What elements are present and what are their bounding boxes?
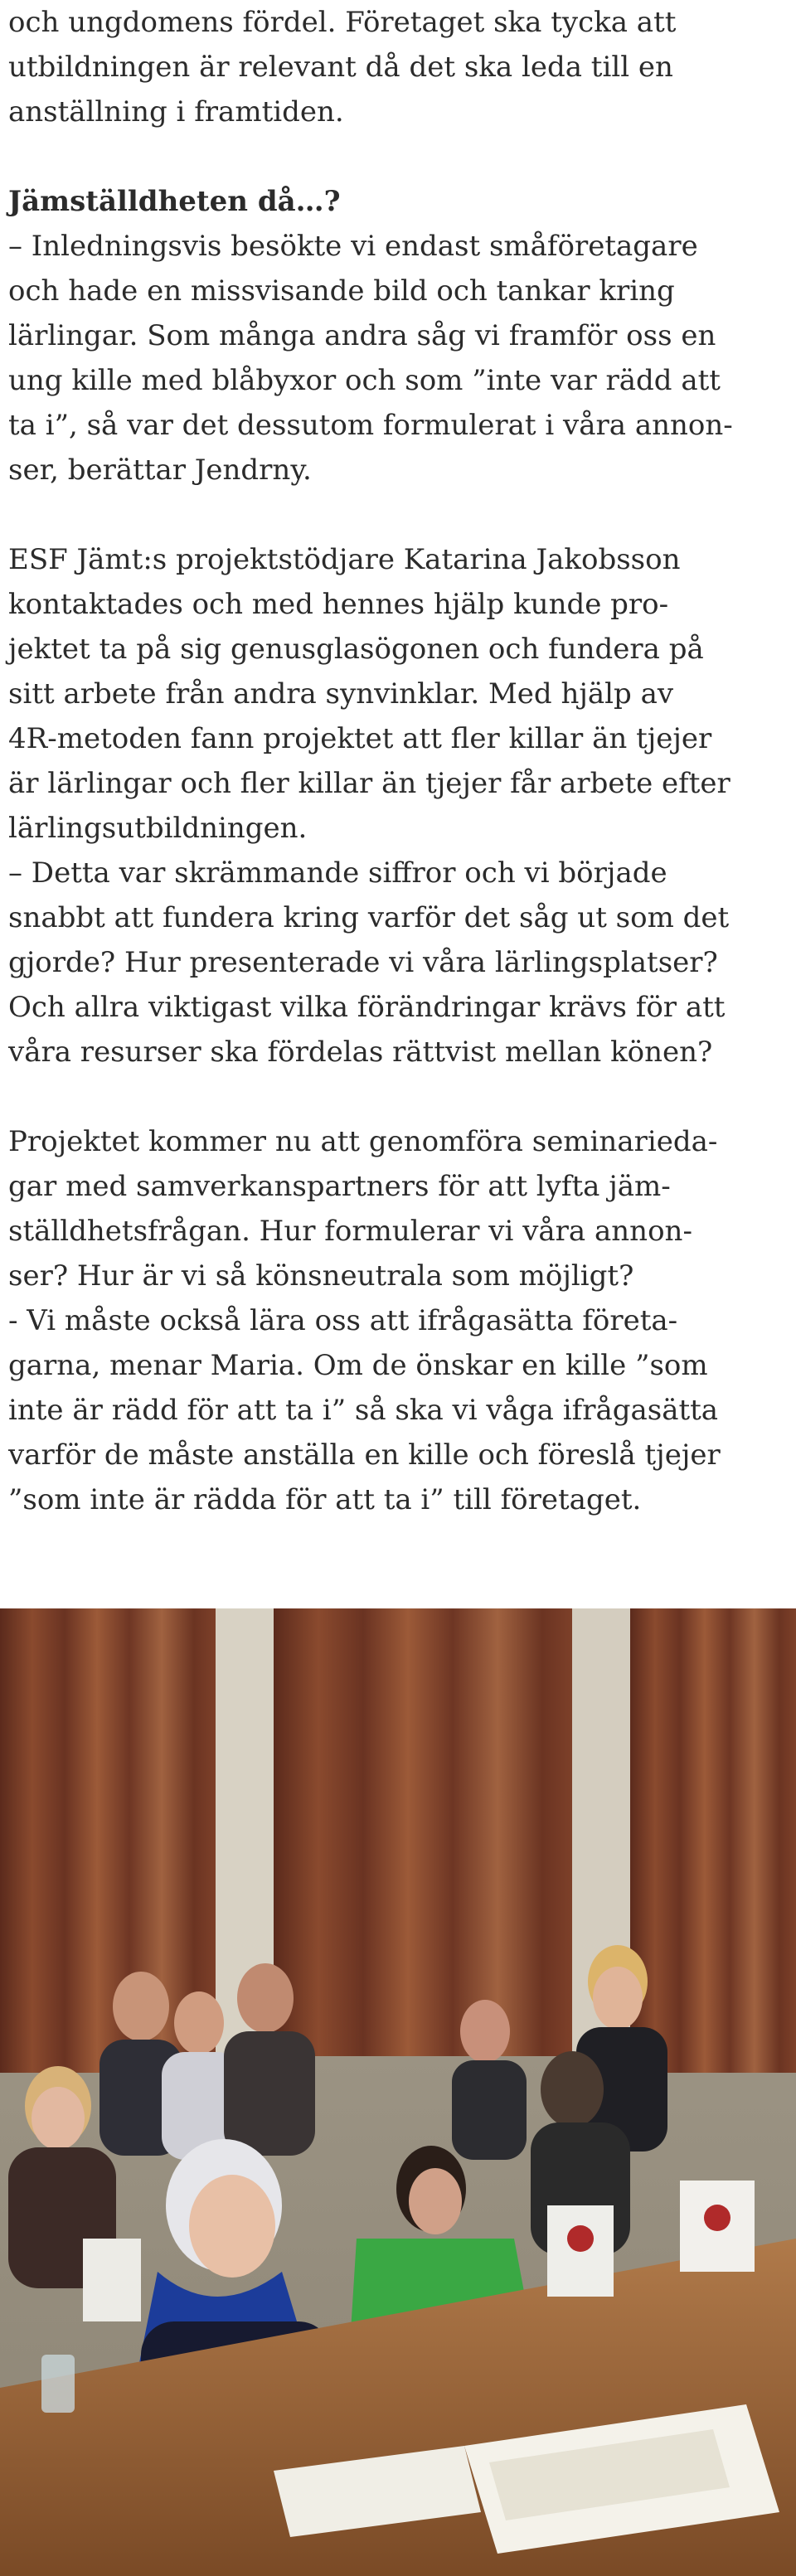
text-line: ta i”, så var det dessutom formulerat i våra annon- bbox=[8, 409, 733, 442]
paragraph-gap bbox=[8, 1075, 792, 1119]
text-line: sitt arbete från andra synvinklar. Med hjälp av bbox=[8, 677, 674, 711]
text-line: gjorde? Hur presenterade vi våra lärlingsplatser? bbox=[8, 946, 718, 979]
text-line: utbildningen är relevant då det ska leda till en bbox=[8, 51, 673, 84]
text-line: och ungdomens fördel. Företaget ska tycka att bbox=[8, 6, 677, 39]
text-line: ställdhetsfrågan. Hur formulerar vi våra annon- bbox=[8, 1215, 692, 1248]
paragraph-gap bbox=[8, 134, 792, 179]
paragraph-equality bbox=[8, 179, 792, 492]
text-line: kontaktades och med hennes hjälp kunde pro- bbox=[8, 588, 669, 621]
text-line: – Inledningsvis besökte vi endast småföretagare bbox=[8, 230, 698, 263]
text-line: gar med samverkanspartners för att lyfta jäm- bbox=[8, 1170, 671, 1203]
text-line: - Vi måste också lära oss att ifrågasätta företa- bbox=[8, 1304, 678, 1337]
text-line: varför de måste anställa en kille och föreslå tjejer bbox=[8, 1438, 721, 1472]
text-line: Och allra viktigast vilka förändringar krävs för att bbox=[8, 991, 726, 1024]
text-line: 4R-metoden fann projektet att fler killar än tjejer bbox=[8, 722, 712, 755]
paragraph-seminars bbox=[8, 1119, 792, 1522]
text-line: ser? Hur är vi så könsneutrala som möjligt? bbox=[8, 1259, 634, 1293]
text-line: ser, berättar Jendrny. bbox=[8, 454, 312, 487]
water-glass bbox=[41, 2355, 75, 2413]
text-line: våra resurser ska fördelas rättvist mellan könen? bbox=[8, 1036, 713, 1069]
text-line: ”som inte är rädda för att ta i” till företaget. bbox=[8, 1483, 642, 1516]
text-line: jektet ta på sig genusglasögonen och fundera på bbox=[8, 633, 704, 666]
curtain-center bbox=[274, 1608, 572, 2056]
seminar-photo bbox=[0, 1608, 796, 2576]
text-line: garna, menar Maria. Om de önskar en kille ”som bbox=[8, 1349, 708, 1382]
text-line: och hade en missvisande bild och tankar kring bbox=[8, 274, 675, 308]
curtain-right bbox=[630, 1608, 796, 2073]
text-line: ung kille med blåbyxor och som ”inte var rädd att bbox=[8, 364, 721, 397]
text-line: anställning i framtiden. bbox=[8, 95, 344, 129]
text-line: är lärlingar och fler killar än tjejer får arbete efter bbox=[8, 767, 730, 800]
text-line: inte är rädd för att ta i” så ska vi våga ifrågasätta bbox=[8, 1394, 719, 1427]
section-heading: Jämställdheten då…? bbox=[8, 185, 341, 218]
paragraph-esf-jamt bbox=[8, 537, 792, 1075]
text-line: lärlingar. Som många andra såg vi framför oss en bbox=[8, 319, 716, 352]
paragraph-intro bbox=[8, 0, 792, 134]
article-column bbox=[8, 0, 792, 1522]
seminar-photo-illustration bbox=[0, 1608, 796, 2576]
text-line: Projektet kommer nu att genomföra seminarieda- bbox=[8, 1125, 718, 1158]
paragraph-gap bbox=[8, 492, 792, 537]
text-line: – Detta var skrämmande siffror och vi började bbox=[8, 856, 667, 890]
text-line: snabbt att fundera kring varför det såg ut som det bbox=[8, 901, 730, 934]
text-line: lärlingsutbildningen. bbox=[8, 812, 308, 845]
text-line: ESF Jämt:s projektstödjare Katarina Jakobsson bbox=[8, 543, 681, 576]
